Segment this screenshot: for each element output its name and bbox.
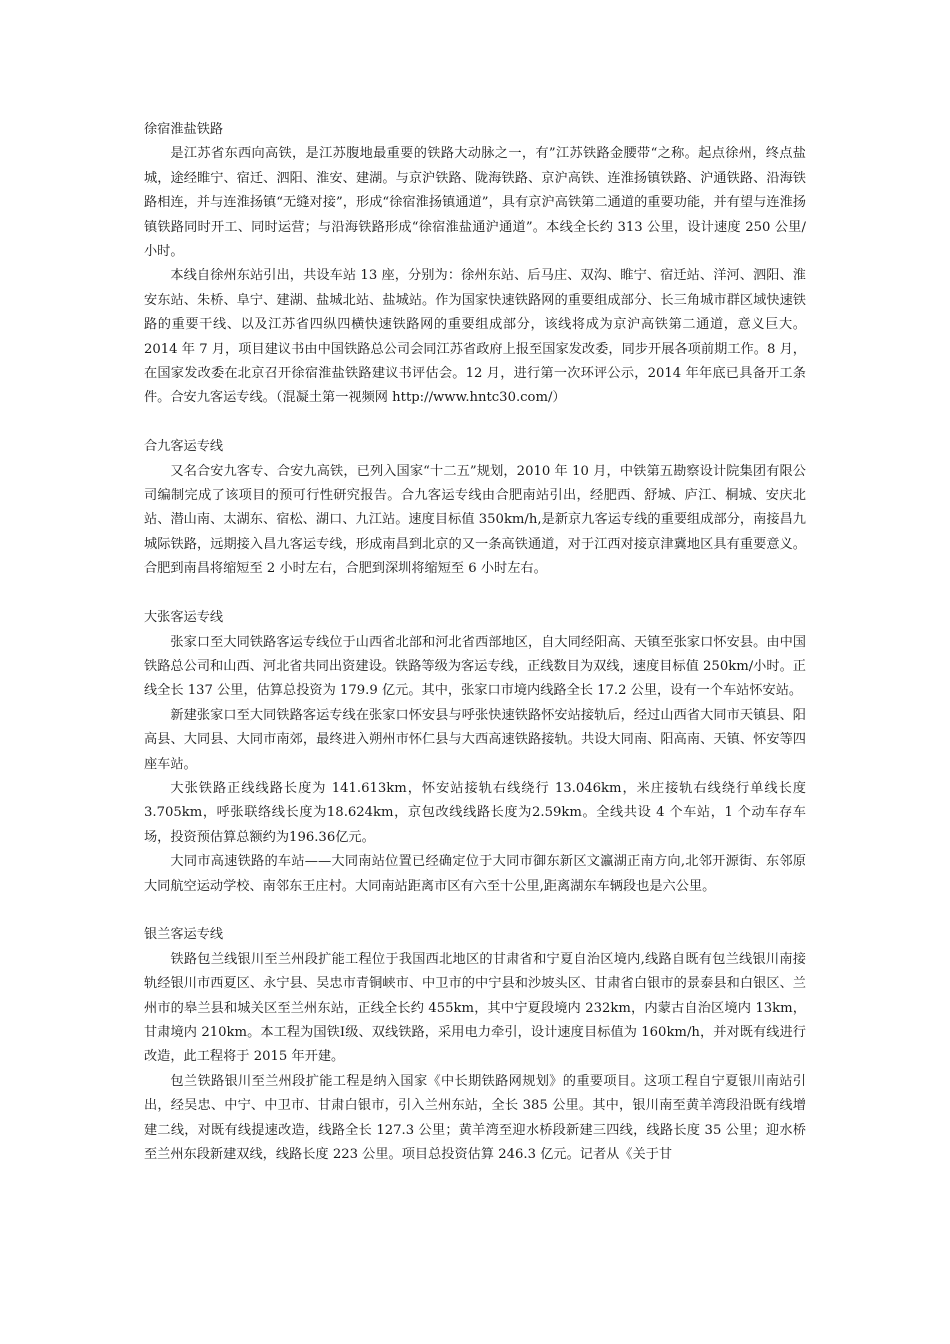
document-body (144, 118, 806, 1167)
paragraph: 本线自徐州东站引出，共设车站 13 座，分别为：徐州东站、后马庄、双沟、睢宁、宿迁站、洋河、泗阳、淮安东站、朱桥、阜宁、建湖、盐城北站、盐城站。作为国家快速铁路网的重要组成部分、长三角城市群区域快速铁路的重要干线、以及江苏省四纵四横快速铁路网的重要组成部分，该线将成为京沪高铁第二通道，意义巨大。2014 年 7 月，项目建议书由中国铁路总公司会同江苏省政府上报至国家发改委，同步开展各项前期工作。8 月，在国家发改委在北京召开徐宿淮盐铁路建议书评估会。12 月，进行第一次环评公示，2014 年年底已具备开工条件。合安九客运专线。（混凝土第一视频网 http://www.hntc30.com/） (144, 268, 806, 406)
section-title: 银兰客运专线 (144, 927, 224, 943)
paragraph: 铁路包兰线银川至兰州段扩能工程位于我国西北地区的甘肃省和宁夏自治区境内,线路自既有包兰线银川南接轨经银川市西夏区、永宁县、吴忠市青铜峡市、中卫市的中宁县和沙坡头区、甘肃省白银市的景泰县和白银区、兰州市的皋兰县和城关区至兰州东站，正线全长约 455km，其中宁夏段境内 232km，内蒙古自治区境内 13km，甘肃境内 210km。本工程为国铁Ⅰ级、双线铁路，采用电力牵引，设计速度目标值为 160km/h，并对既有线进行改造，此工程将于 2015 年开建。 (144, 951, 806, 1065)
section-yinlan (144, 923, 806, 1167)
section-xusuhuaiyan (144, 118, 806, 411)
section-title: 徐宿淮盐铁路 (144, 122, 224, 137)
section-gap (144, 582, 806, 606)
section-gap (144, 899, 806, 923)
section-title: 合九客运专线 (144, 439, 224, 455)
section-title: 大张客运专线 (144, 610, 224, 626)
paragraph: 张家口至大同铁路客运专线位于山西省北部和河北省西部地区，自大同经阳高、天镇至张家口怀安县。由中国铁路总公司和山西、河北省共同出资建设。铁路等级为客运专线，正线数目为双线，速度目标值 250km/小时。正线全长 137 公里，估算总投资为 179.9 亿元。其中，张家口市境内线路全长 17.2 公里，设有一个车站怀安站。 (144, 634, 806, 699)
section-gap (144, 411, 806, 435)
paragraph: 是江苏省东西向高铁，是江苏腹地最重要的铁路大动脉之一，有”江苏铁路金腰带“之称。起点徐州，终点盐城，途经睢宁、宿迁、泗阳、淮安、建湖。与京沪铁路、陇海铁路、京沪高铁、连淮扬镇铁路、沪通铁路、沿海铁路相连，并与连淮扬镇“无缝对接”，形成“徐宿淮扬镇通道”，具有京沪高铁第二通道的重要功能，并有望与连淮扬镇铁路同时开工、同时运营；与沿海铁路形成“徐宿淮盐通沪通道”。本线全长约 313 公里，设计速度 250 公里/小时。 (144, 146, 806, 260)
paragraph: 大同市高速铁路的车站——大同南站位置已经确定位于大同市御东新区文瀛湖正南方向,北邻开源街、东邻原大同航空运动学校、南邻东王庄村。大同南站距离市区有六至十公里,距离湖东车辆段也是六公里。 (144, 854, 806, 894)
section-dazhang (144, 606, 806, 899)
paragraph: 又名合安九客专、合安九高铁，已列入国家“十二五”规划，2010 年 10 月，中铁第五勘察设计院集团有限公司编制完成了该项目的预可行性研究报告。合九客运专线由合肥南站引出，经肥西、舒城、庐江、桐城、安庆北站、潜山南、太湖东、宿松、湖口、九江站。速度目标值 350km/h,是新京九客运专线的重要组成部分，南接昌九城际铁路，远期接入昌九客运专线，形成南昌到北京的又一条高铁通道，对于江西对接京津冀地区具有重要意义。合肥到南昌将缩短至 2 小时左右，合肥到深圳将缩短至 6 小时左右。 (144, 463, 806, 577)
section-hejiu (144, 435, 806, 581)
paragraph: 大张铁路正线线路长度为 141.613km，怀安站接轨右线绕行 13.046km，米庄接轨右线绕行单线长度 3.705km，呼张联络线长度为18.624km，京包改线线路长度为2.59km。全线共设 4 个车站，1 个动车存车场，投资预估算总额约为196.36亿元。 (144, 780, 806, 845)
paragraph: 新建张家口至大同铁路客运专线在张家口怀安县与呼张快速铁路怀安站接轨后，经过山西省大同市天镇县、阳高县、大同县、大同市南郊，最终进入朔州市怀仁县与大西高速铁路接轨。共设大同南、阳高南、天镇、怀安等四座车站。 (144, 707, 806, 772)
paragraph: 包兰铁路银川至兰州段扩能工程是纳入国家《中长期铁路网规划》的重要项目。这项工程自宁夏银川南站引出，经吴忠、中宁、中卫市、甘肃白银市，引入兰州东站，全长 385 公里。其中，银川南至黄羊湾段沿既有线增建二线，对既有线提速改造，线路全长 127.3 公里；黄羊湾至迎水桥段新建三四线，线路长度 35 公里；迎水桥至兰州东段新建双线，线路长度 223 公里。项目总投资估算 246.3 亿元。记者从《关于甘 (144, 1073, 806, 1163)
